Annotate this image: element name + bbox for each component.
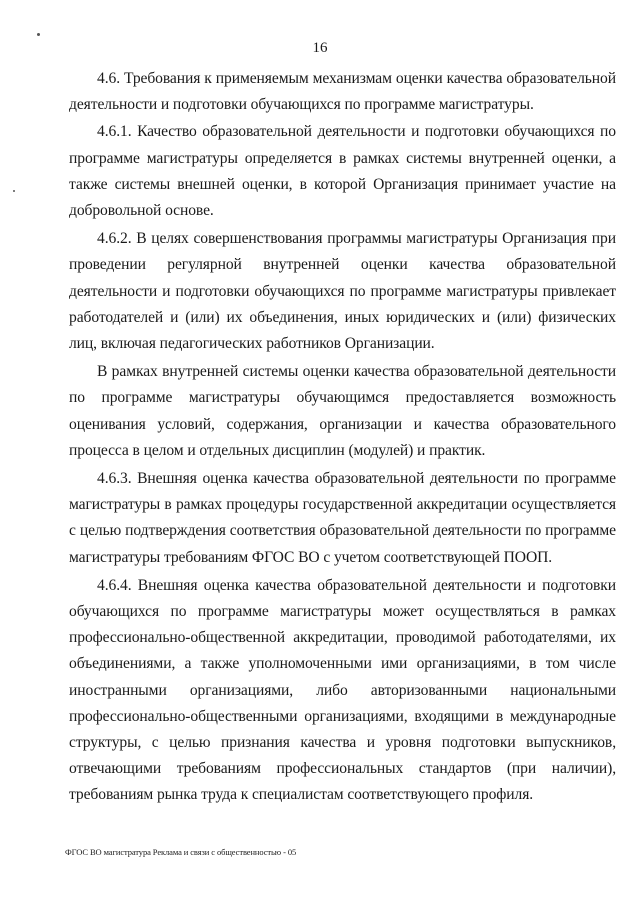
page-number: 16 — [312, 40, 328, 56]
section-heading-4-6: 4.6. Требования к применяемым механизмам оценки качества образовательной деятельности и подготовки обучающихся по программе магистратуры. — [69, 70, 616, 114]
paragraph-4-6-3: 4.6.3. Внешняя оценка качества образовательной деятельности по программе магистратуры в рамках процедуры государственной аккредитации осуществляется с целью подтверждения соответствия образовательной деятельности по программе магистратуры требованиям ФГОС ВО с учетом соответствующей ПООП. — [69, 470, 616, 566]
paragraph-internal-assessment: В рамках внутренней системы оценки качества образовательной деятельности по программе магистратуры обучающимся предоставляется возможность оценивания условий, содержания, организации и качества образовательного процесса в целом и отдельных дисциплин (модулей) и практик. — [69, 363, 616, 459]
scan-speck — [13, 190, 15, 192]
paragraph-4-6-4: 4.6.4. Внешняя оценка качества образовательной деятельности и подготовки обучающихся по программе магистратуры может осуществляться в рамках профессионально-общественной аккредитации, проводимой работодателями, их объединениями, а также уполномоченными ими организациями, в том числе иностранными организациями, либо авторизованными национальными профессионально-общественными организациями, входящими в международные структуры, с целью признания качества и уровня подготовки выпускников, отвечающими требованиям профессиональных стандартов (при наличии), требованиям рынка труда к специалистам соответствующего профиля. — [69, 576, 616, 804]
paragraph-4-6-1: 4.6.1. Качество образовательной деятельности и подготовки обучающихся по программе магистратуры определяется в рамках системы внутренней оценки, а также системы внешней оценки, в которой Организация принимает участие на добровольной основе. — [69, 123, 616, 220]
document-body — [69, 66, 616, 811]
paragraph-4-6-2: 4.6.2. В целях совершенствования программы магистратуры Организация при проведении регулярной внутренней оценки качества образовательной деятельности и подготовки обучающихся по программе магистратуры привлекает работодателей и (или) их объединения, иных юридических и (или) физических лиц, включая педагогических работников Организации. — [69, 230, 616, 353]
page-footer: ФГОС ВО магистратура Реклама и связи с общественностью - 05 — [65, 847, 297, 857]
scan-speck — [37, 33, 40, 36]
